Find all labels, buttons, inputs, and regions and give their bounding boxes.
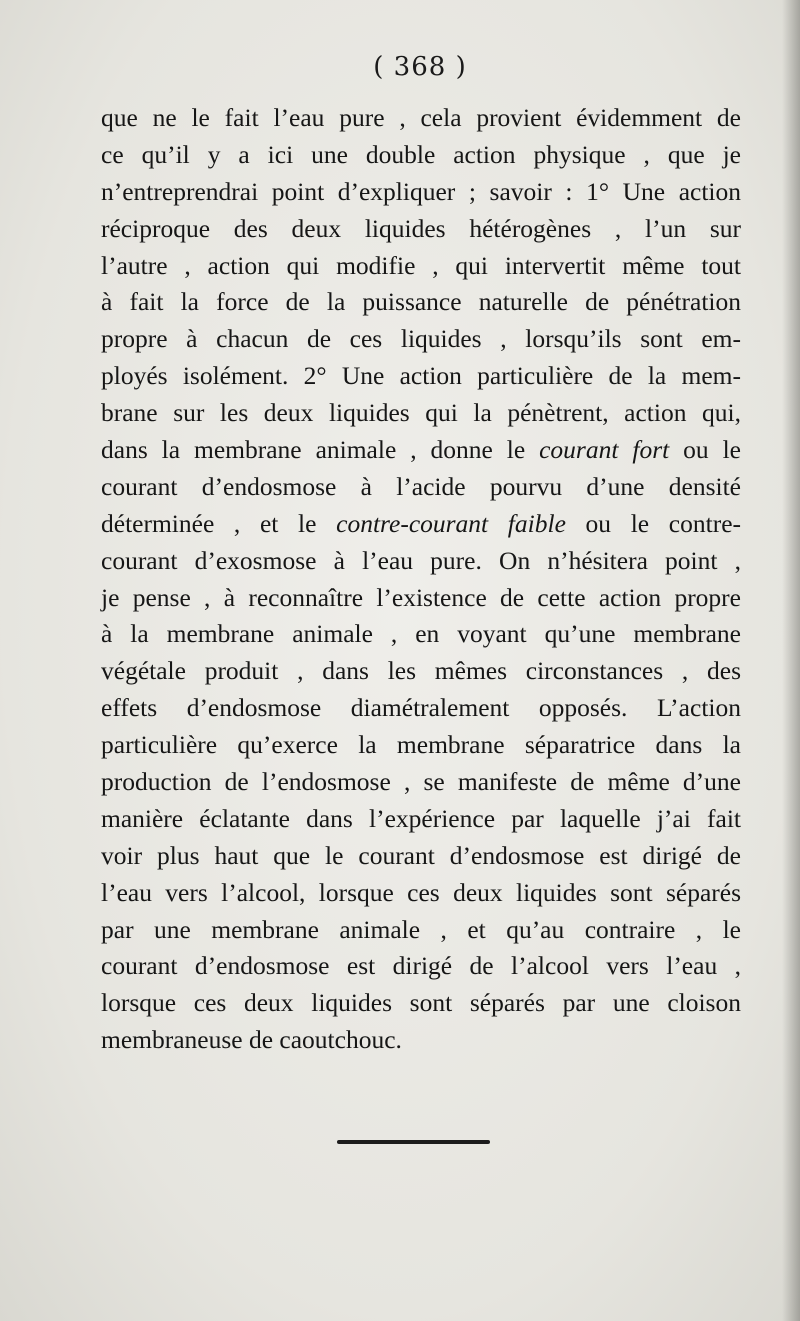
page-number: ( 368 ) xyxy=(373,52,467,82)
text-line: propre à chacun de ces liquides , lorsqu’ils sont em- xyxy=(101,324,741,354)
text-line: ce qu’il y a ici une double action physique , que je xyxy=(101,139,741,169)
text-line: ployés isolément. 2° Une action particulière de la mem- xyxy=(101,361,741,391)
text-line xyxy=(101,506,741,543)
text-line: l’autre , action qui modifie , qui intervertit même tout xyxy=(101,250,741,280)
end-rule-divider xyxy=(337,1140,490,1144)
body-text xyxy=(101,100,741,1059)
text-line: courant d’endosmose à l’acide pourvu d’une densité xyxy=(101,471,741,501)
text-segment: déterminée , et le xyxy=(101,508,337,538)
text-line: n’entreprendrai point d’expliquer ; savoir : 1° Une action xyxy=(101,176,741,206)
italic-term: contre-courant faible xyxy=(336,508,566,538)
text-line: manière éclatante dans l’expérience par laquelle j’ai fait xyxy=(101,803,741,833)
text-segment: ou le xyxy=(669,435,741,465)
text-line: végétale produit , dans les mêmes circonstances , des xyxy=(101,656,741,686)
text-line: que ne le fait l’eau pure , cela provient évidemment de xyxy=(101,103,741,132)
text-line: par une membrane animale , et qu’au contraire , le xyxy=(101,914,741,944)
text-segment: dans la membrane animale , donne le xyxy=(101,435,540,465)
text-line: particulière qu’exerce la membrane séparatrice dans la xyxy=(101,730,741,760)
page-edge-shadow xyxy=(782,0,800,1321)
text-line: production de l’endosmose , se manifeste de même d’une xyxy=(101,767,741,797)
text-line: je pense , à reconnaître l’existence de cette action propre xyxy=(101,582,741,612)
text-line: à la membrane animale , en voyant qu’une membrane xyxy=(101,619,741,649)
text-line: réciproque des deux liquides hétérogènes , l’un sur xyxy=(101,213,741,243)
text-line: brane sur les deux liquides qui la pénètrent, action qui, xyxy=(101,398,741,428)
text-line: courant d’exosmose à l’eau pure. On n’hésitera point , xyxy=(101,545,741,575)
text-line xyxy=(101,432,741,469)
italic-term: courant fort xyxy=(539,435,670,465)
text-line-last: membraneuse de caoutchouc. xyxy=(101,1025,402,1055)
text-line: à fait la force de la puissance naturelle de pénétration xyxy=(101,287,741,317)
text-line: courant d’endosmose est dirigé de l’alcool vers l’eau , xyxy=(101,951,741,981)
text-line: l’eau vers l’alcool, lorsque ces deux liquides sont séparés xyxy=(101,877,741,907)
text-segment: ou le contre- xyxy=(565,508,742,538)
text-line: voir plus haut que le courant d’endosmose est dirigé de xyxy=(101,840,741,870)
text-line: effets d’endosmose diamétralement opposés. L’action xyxy=(101,693,741,723)
text-line: lorsque ces deux liquides sont séparés par une cloison xyxy=(101,988,741,1018)
